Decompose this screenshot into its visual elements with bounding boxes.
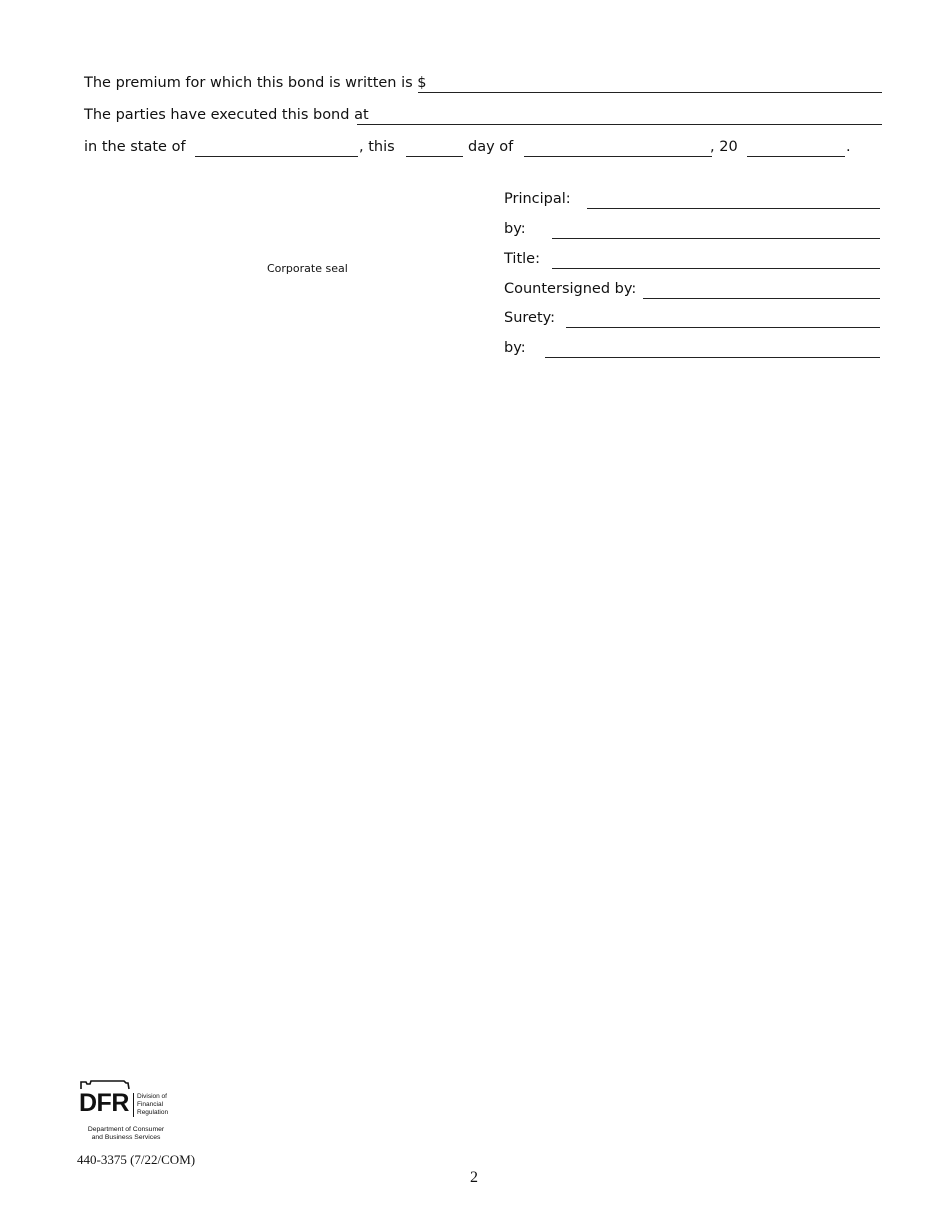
principal-field[interactable]: [587, 208, 880, 209]
executed-at-field[interactable]: [357, 124, 882, 125]
premium-field[interactable]: [418, 92, 882, 93]
year-prefix-label: , 20: [710, 139, 738, 155]
state-label: in the state of: [84, 139, 186, 155]
countersigned-label: Countersigned by:: [504, 281, 637, 297]
logo-division-line2: Financial: [137, 1101, 164, 1108]
surety-label: Surety:: [504, 310, 556, 326]
title-label: Title:: [504, 251, 540, 267]
page-number: 2: [470, 1169, 478, 1186]
title-field[interactable]: [552, 268, 880, 269]
logo-division-line3: Regulation: [137, 1109, 169, 1116]
day-of-label: day of: [468, 139, 514, 155]
corporate-seal-label: Corporate seal: [267, 262, 348, 275]
surety-field[interactable]: [566, 327, 880, 328]
executed-at-label: The parties have executed this bond at: [84, 107, 369, 123]
principal-by-label: by:: [504, 221, 526, 237]
sentence-period: .: [846, 139, 851, 155]
month-field[interactable]: [524, 156, 712, 157]
surety-by-label: by:: [504, 340, 526, 356]
premium-label: The premium for which this bond is written is $: [84, 75, 427, 91]
day-field[interactable]: [406, 156, 463, 157]
year-field[interactable]: [747, 156, 845, 157]
dfr-logo-acronym: DFR: [79, 1089, 129, 1117]
logo-division-line1: Division of: [137, 1093, 167, 1100]
this-label: , this: [359, 139, 395, 155]
form-number: 440-3375 (7/22/COM): [77, 1152, 196, 1167]
state-field[interactable]: [195, 156, 358, 157]
principal-by-field[interactable]: [552, 238, 880, 239]
logo-department-line1: Department of Consumer: [87, 1126, 165, 1133]
logo-department-line2: and Business Services: [91, 1134, 161, 1141]
surety-by-field[interactable]: [545, 357, 880, 358]
countersigned-field[interactable]: [643, 298, 880, 299]
principal-label: Principal:: [504, 191, 571, 207]
logo-divider: [133, 1093, 134, 1117]
